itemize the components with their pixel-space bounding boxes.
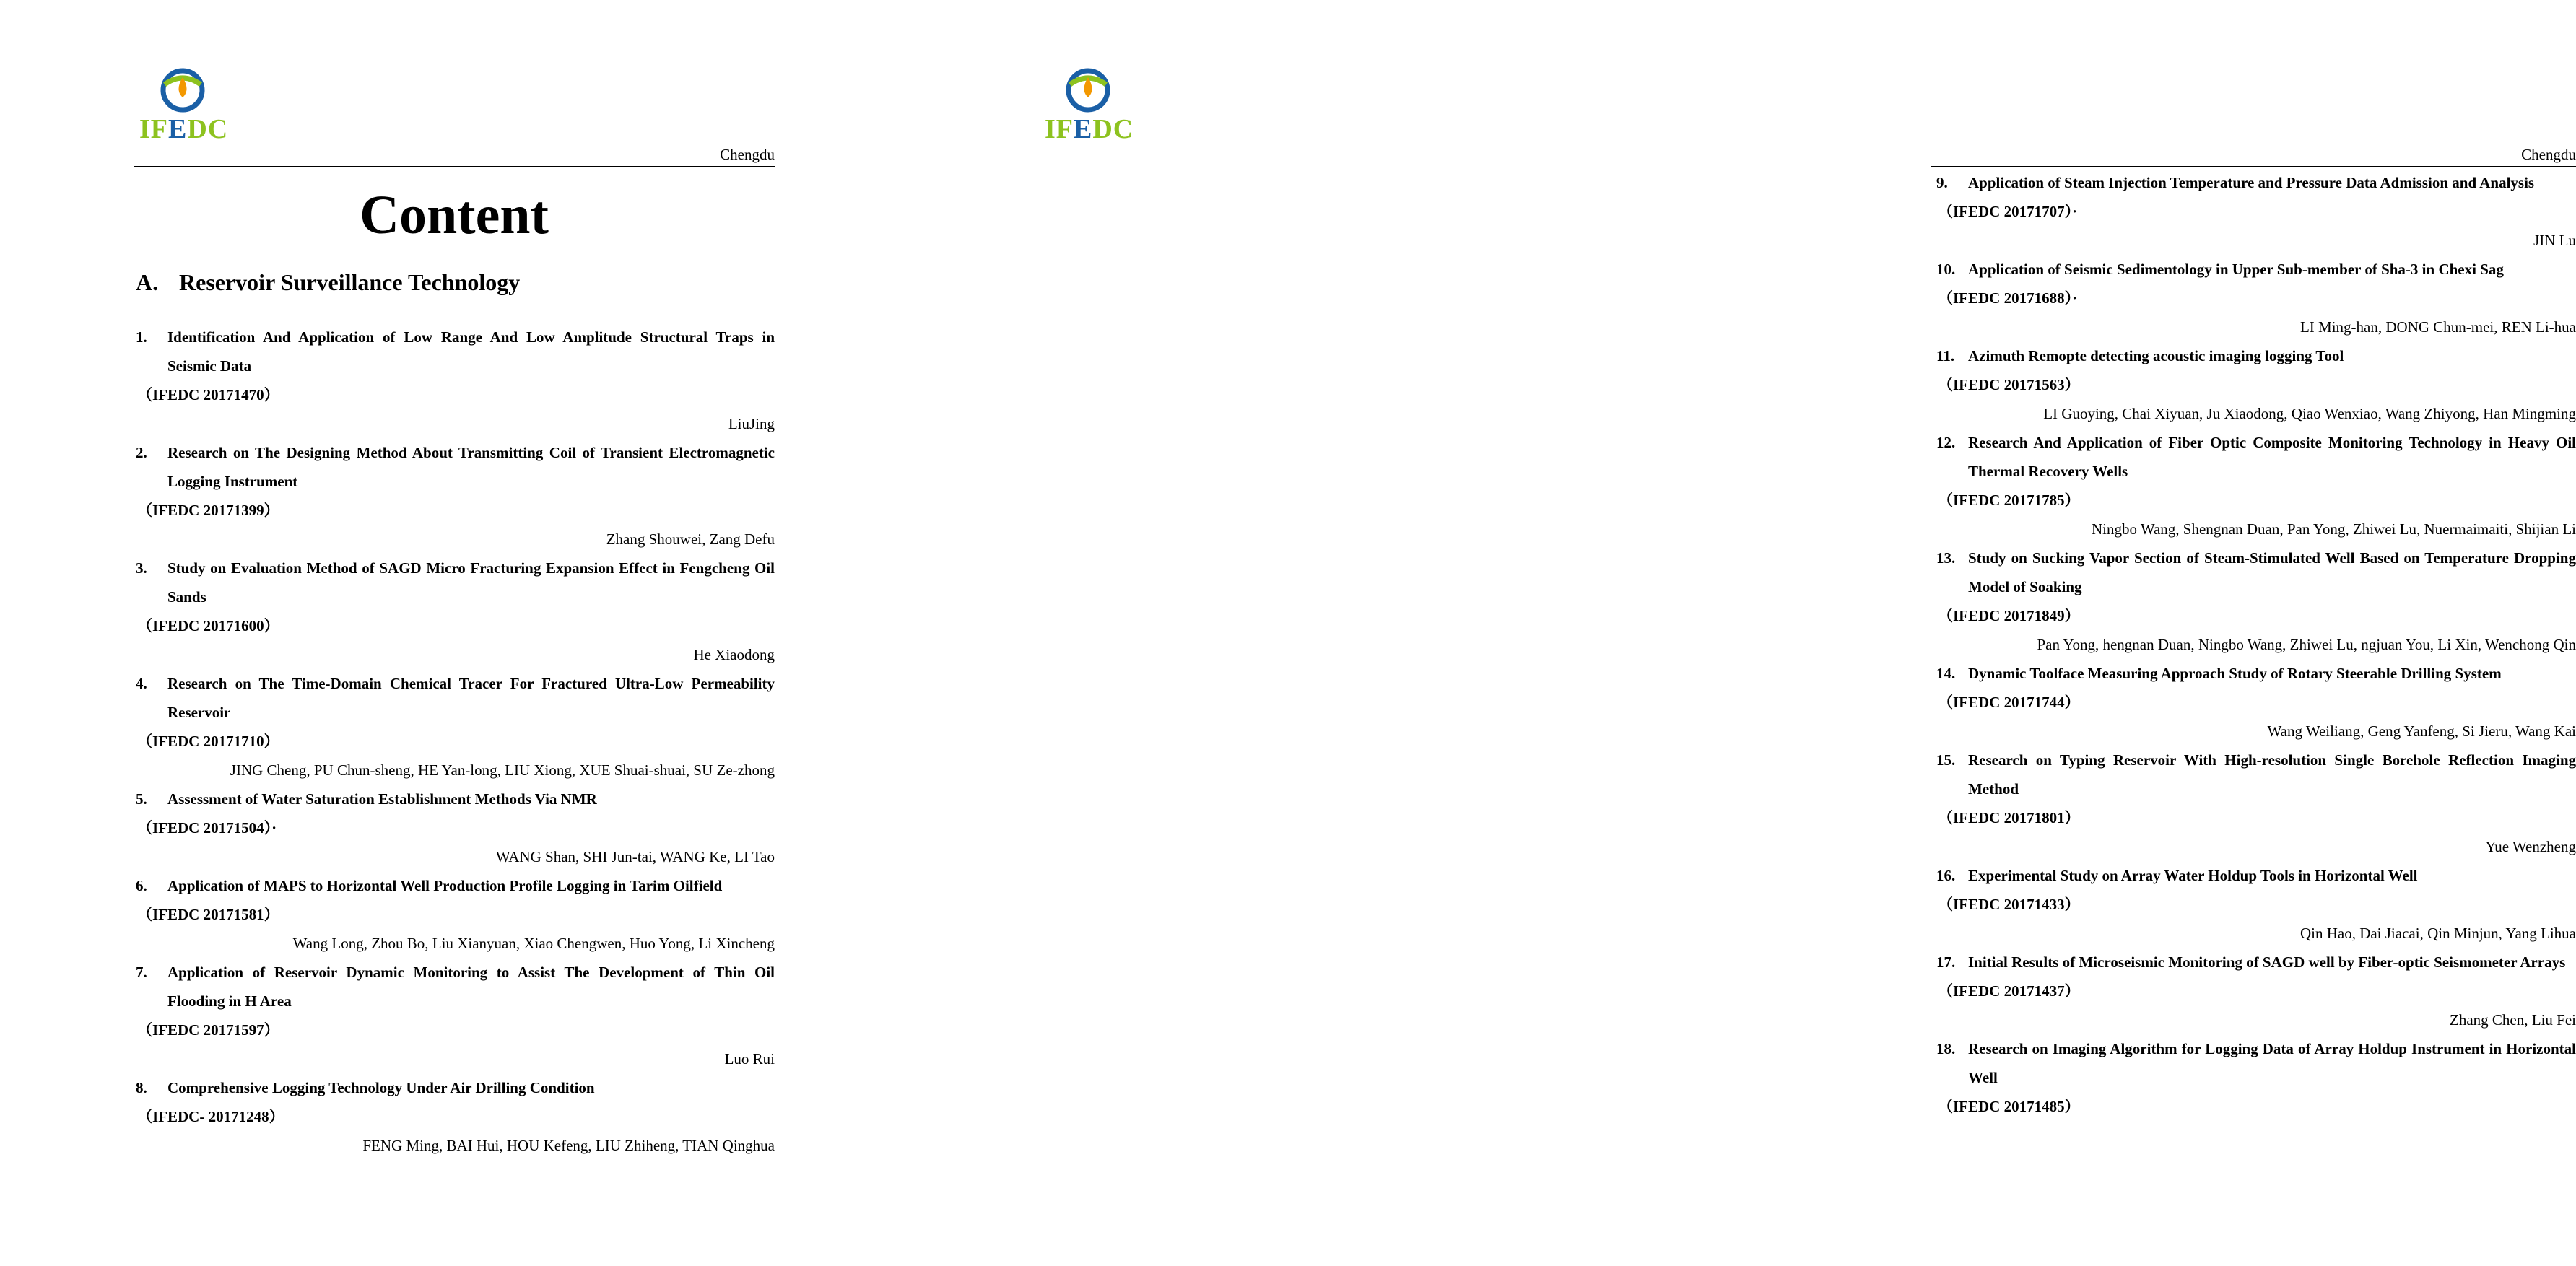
entry-title: [1936, 861, 2576, 890]
entry-title-text: Assessment of Water Saturation Establishment Methods Via NMR: [167, 790, 597, 808]
entry-number: 5.: [136, 790, 147, 808]
entry-number: 2.: [136, 444, 147, 461]
entry-code: （IFEDC 20171597）: [137, 1021, 279, 1039]
entry-title: [136, 554, 775, 611]
entry-number: 12.: [1936, 434, 1956, 451]
entry-code: （IFEDC 20171707）·: [1938, 203, 2078, 220]
entry-title-text: Application of Steam Injection Temperature and Pressure Data Admission and Analysis: [1968, 174, 2535, 191]
entry-code: （IFEDC 20171581）: [137, 906, 279, 923]
entry-authors: Luo Rui: [724, 1050, 775, 1068]
entry-number: 7.: [136, 964, 147, 981]
page-right: [896, 0, 2576, 1266]
toc-entry: [1936, 746, 2576, 861]
logo-text: IFEDC: [1045, 114, 1134, 144]
toc-entry: [136, 323, 775, 438]
toc-entry: [1936, 861, 2576, 948]
entry-code: （IFEDC 20171710）: [137, 733, 279, 750]
entry-title: [1936, 746, 2576, 803]
entry-title: [1936, 168, 2576, 197]
entry-code: （IFEDC 20171688）·: [1938, 289, 2078, 307]
toc-entry: [1936, 1034, 2576, 1121]
entry-number: 6.: [136, 877, 147, 894]
entry-title: [1936, 341, 2576, 370]
entry-authors: Yue Wenzheng: [2485, 838, 2576, 855]
entry-code: （IFEDC 20171849）: [1938, 607, 2080, 624]
entry-code: （IFEDC 20171600）: [137, 617, 279, 634]
entry-title-text: Application of Seismic Sedimentology in Upper Sub-member of Sha-3 in Chexi Sag: [1968, 261, 2504, 278]
entry-title-text: Azimuth Remopte detecting acoustic imaging logging Tool: [1968, 347, 2344, 364]
ifedc-logo: [134, 69, 235, 148]
entry-title-text: Research on Typing Reservoir With High-resolution Single Borehole Reflection Imaging Method: [1968, 751, 2576, 798]
entry-title-text: Research on The Time-Domain Chemical Tracer For Fractured Ultra-Low Permeability Reservoir: [167, 675, 775, 721]
entry-number: 17.: [1936, 953, 1956, 971]
entry-authors: Wang Long, Zhou Bo, Liu Xianyuan, Xiao Chengwen, Huo Yong, Li Xincheng: [292, 935, 775, 952]
page-left: [0, 0, 896, 1266]
entry-title-text: Research And Application of Fiber Optic Composite Monitoring Technology in Heavy Oil Thermal Recovery Wells: [1968, 434, 2576, 480]
header-city: Chengdu: [720, 146, 775, 163]
entry-code: （IFEDC 20171485）: [1938, 1098, 2080, 1115]
ifedc-logo: [1039, 69, 1140, 148]
entry-authors: JING Cheng, PU Chun-sheng, HE Yan-long, LIU Xiong, XUE Shuai-shuai, SU Ze-zhong: [230, 761, 775, 779]
header-city: Chengdu: [2521, 146, 2576, 163]
toc-entry: [136, 958, 775, 1073]
entry-number: 8.: [136, 1079, 147, 1096]
entry-authors: Wang Weiliang, Geng Yanfeng, Si Jieru, Wang Kai: [2267, 723, 2576, 740]
entry-code: （IFEDC 20171563）: [1938, 376, 2080, 393]
entry-authors: LI Guoying, Chai Xiyuan, Ju Xiaodong, Qiao Wenxiao, Wang Zhiyong, Han Mingming: [2043, 405, 2576, 422]
droplet-globe-icon: [157, 69, 208, 112]
toc-entry: [1936, 948, 2576, 1034]
toc-entry: [136, 438, 775, 554]
entry-number: 10.: [1936, 261, 1956, 278]
entry-code: （IFEDC 20171433）: [1938, 896, 2080, 913]
toc-entry: [1936, 428, 2576, 543]
entry-title: [1936, 1034, 2576, 1092]
entry-title: [136, 438, 775, 496]
entry-number: 9.: [1936, 174, 1948, 191]
entry-number: 15.: [1936, 751, 1956, 769]
entry-title: [136, 323, 775, 380]
entry-number: 11.: [1936, 347, 1955, 364]
toc-entry: [136, 1073, 775, 1160]
entry-authors: WANG Shan, SHI Jun-tai, WANG Ke, LI Tao: [495, 848, 775, 865]
entry-authors: Pan Yong, hengnan Duan, Ningbo Wang, Zhiwei Lu, ngjuan You, Li Xin, Wenchong Qin: [2037, 636, 2576, 653]
entry-code: （IFEDC 20171504）·: [137, 819, 277, 837]
entry-title-text: Application of Reservoir Dynamic Monitoring to Assist The Development of Thin Oil Flooding in H Area: [167, 964, 775, 1010]
toc-entry: [136, 785, 775, 871]
entry-authors: Zhang Shouwei, Zang Defu: [606, 531, 775, 548]
entry-title: [1936, 255, 2576, 284]
entry-authors: Ningbo Wang, Shengnan Duan, Pan Yong, Zhiwei Lu, Nuermaimaiti, Shijian Li: [2091, 520, 2576, 538]
toc-entry: [1936, 659, 2576, 746]
entry-code: （IFEDC 20171801）: [1938, 809, 2080, 826]
entry-code: （IFEDC 20171470）: [137, 386, 279, 403]
entry-title: [136, 1073, 775, 1102]
entry-number: 14.: [1936, 665, 1956, 682]
entry-title-text: Research on Imaging Algorithm for Logging Data of Array Holdup Instrument in Horizontal Well: [1968, 1040, 2576, 1086]
entry-title-text: Identification And Application of Low Range And Low Amplitude Structural Traps in Seismic Data: [167, 328, 775, 375]
entry-title-text: Initial Results of Microseismic Monitoring of SAGD well by Fiber-optic Seismometer Arrays: [1968, 953, 2566, 971]
entry-number: 3.: [136, 559, 147, 577]
toc-entry: [136, 554, 775, 669]
header-divider: [1931, 166, 2576, 167]
header-divider: [134, 166, 775, 167]
entry-authors: Qin Hao, Dai Jiacai, Qin Minjun, Yang Lihua: [2299, 925, 2576, 942]
section-letter: A.: [136, 269, 159, 295]
page-title: Content: [360, 185, 549, 245]
entry-authors: LiuJing: [728, 415, 775, 432]
logo-text: IFEDC: [139, 114, 229, 144]
entry-title: [136, 958, 775, 1016]
entry-title: [1936, 948, 2576, 977]
entry-code: （IFEDC 20171437）: [1938, 982, 2080, 1000]
entry-title: [1936, 428, 2576, 486]
toc-entry: [1936, 543, 2576, 659]
entry-title-text: Research on The Designing Method About Transmitting Coil of Transient Electromagnetic Logging Instrument: [167, 444, 775, 490]
entry-number: 16.: [1936, 867, 1956, 884]
entry-title: [136, 871, 775, 900]
entry-title-text: Application of MAPS to Horizontal Well Production Profile Logging in Tarim Oilfield: [167, 877, 723, 894]
toc-list-right: [1936, 168, 2576, 1121]
entry-authors: He Xiaodong: [693, 646, 775, 663]
section-heading: [136, 269, 520, 296]
entry-title-text: Study on Evaluation Method of SAGD Micro Fracturing Expansion Effect in Fengcheng Oil Sands: [167, 559, 775, 606]
entry-title-text: Dynamic Toolface Measuring Approach Study of Rotary Steerable Drilling System: [1968, 665, 2502, 682]
entry-number: 18.: [1936, 1040, 1956, 1057]
toc-entry: [136, 669, 775, 785]
entry-authors: LI Ming-han, DONG Chun-mei, REN Li-hua: [2299, 318, 2576, 336]
toc-entry: [1936, 255, 2576, 341]
toc-entry: [1936, 341, 2576, 428]
entry-title-text: Experimental Study on Array Water Holdup Tools in Horizontal Well: [1968, 867, 2418, 884]
toc-entry: [136, 871, 775, 958]
droplet-globe-icon: [1063, 69, 1113, 112]
entry-authors: JIN Lu: [2533, 232, 2576, 249]
entry-title-text: Comprehensive Logging Technology Under Air Drilling Condition: [167, 1079, 595, 1096]
entry-number: 1.: [136, 328, 147, 346]
entry-code: （IFEDC 20171785）: [1938, 492, 2080, 509]
toc-list-left: [136, 323, 775, 1160]
entry-code: （IFEDC 20171744）: [1938, 694, 2080, 711]
entry-title: [1936, 543, 2576, 601]
entry-code: （IFEDC 20171399）: [137, 502, 279, 519]
entry-title-text: Study on Sucking Vapor Section of Steam-Stimulated Well Based on Temperature Dropping Model of Soaking: [1968, 549, 2576, 595]
entry-code: （IFEDC- 20171248）: [137, 1108, 284, 1125]
entry-authors: Zhang Chen, Liu Fei: [2450, 1011, 2576, 1029]
entry-title: [136, 669, 775, 727]
entry-number: 4.: [136, 675, 147, 692]
entry-title: [1936, 659, 2576, 688]
section-title: Reservoir Surveillance Technology: [179, 269, 521, 295]
entry-number: 13.: [1936, 549, 1956, 567]
entry-title: [136, 785, 775, 813]
toc-entry: [1936, 168, 2576, 255]
entry-authors: FENG Ming, BAI Hui, HOU Kefeng, LIU Zhiheng, TIAN Qinghua: [362, 1137, 775, 1154]
